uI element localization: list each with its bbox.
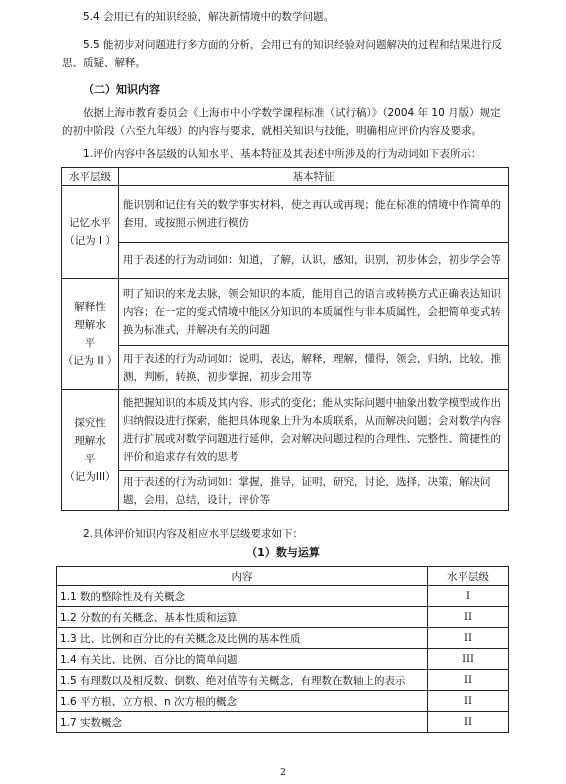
- content-cell: 1.3 比、比例和百分比的有关概念及比例的基本性质: [57, 628, 428, 649]
- section-heading: （二）知识内容: [83, 83, 160, 96]
- content-cell: 1.2 分数的有关概念、基本性质和运算: [57, 607, 428, 628]
- table-row: [57, 670, 509, 691]
- objective-5-4: 5.4 会用已有的知识经验，解决新情境中的数学问题。: [83, 11, 335, 23]
- level-cell: II: [428, 628, 509, 649]
- level-note: （记为 II ）: [62, 355, 118, 367]
- level-cell: III: [428, 649, 509, 670]
- cognitive-level-table: [61, 167, 509, 511]
- level-name: 记忆水平: [69, 217, 111, 229]
- table-header-row: [57, 567, 509, 586]
- column-header-content: 内容: [57, 567, 428, 586]
- level-cell: II: [428, 691, 509, 712]
- column-header-feature: 基本特征: [119, 168, 509, 186]
- content-cell: 1.4 有关比、比例、百分比的简单问题: [57, 649, 428, 670]
- level-cell: I: [428, 586, 509, 607]
- table-row: [62, 186, 509, 243]
- content-cell: 1.5 有理数以及相反数、倒数、绝对值等有关概念，有理数在数轴上的表示: [57, 670, 428, 691]
- level-name: 解释性理解水平: [74, 301, 106, 349]
- table-header-row: [62, 168, 509, 186]
- content-cell: 1.1 数的整除性及有关概念: [57, 586, 428, 607]
- table-row: [57, 691, 509, 712]
- column-header-level: 水平层级: [428, 567, 509, 586]
- table-row: [62, 279, 509, 346]
- page-number: 2: [280, 768, 286, 778]
- column-header-level: 水平层级: [62, 168, 119, 186]
- verbs-cell: 用于表述的行为动词如：知道，了解，认识，感知，识别，初步体会，初步学会等: [119, 242, 509, 278]
- level-cell: II: [428, 607, 509, 628]
- level-note: （记为 I ）: [64, 235, 116, 247]
- content-cell: 1.6 平方根、立方根、n 次方根的概念: [57, 691, 428, 712]
- level-cell: [62, 279, 119, 390]
- intro-paragraph: 依据上海市教育委员会《上海市中小学数学课程标准（试行稿）》（2004 年 10 月版）规定的初中阶段（六至九年级）的内容与要求，就相关知识与技能，明确相应评价内容及要求。: [62, 107, 501, 137]
- verbs-cell: 用于表述的行为动词如：说明，表达，解释，理解，懂得，领会，归纳，比较，推测，判断，转换，初步掌握，初步会用等: [119, 346, 509, 390]
- table-row: [57, 712, 509, 733]
- feature-cell: 能把握知识的本质及其内容、形式的变化；能从实际问题中抽象出数学模型或作出归纳假设进行探索，能把具体现象上升为本质联系，从而解决问题；会对数学内容进行扩展或对数学问题进行延伸，会对解决问题过程的合理性、完整性、简捷性的评价和追求存有效的思考: [119, 390, 509, 471]
- table-row: [57, 649, 509, 670]
- feature-cell: 能识别和记住有关的数学事实材料，使之再认或再现；能在标准的情境中作简单的套用，或按照示例进行模仿: [119, 186, 509, 243]
- level-cell: [62, 186, 119, 279]
- level-name: 探究性理解水平: [74, 417, 106, 465]
- number-operation-table: [56, 566, 509, 733]
- table-row: [57, 607, 509, 628]
- table-row: [62, 346, 509, 390]
- level-cell: [62, 390, 119, 511]
- level-cell: II: [428, 712, 509, 733]
- item1-heading: 1.评价内容中各层级的认知水平、基本特征及其表述中所涉及的行为动词如下表所示：: [83, 148, 482, 160]
- feature-cell: 明了知识的来龙去脉，领会知识的本质，能用自己的语言或转换方式正确表达知识内容；在一定的变式情境中能区分知识的本质属性与非本质属性，会把简单变式转换为标准式，并解决有关的问题: [119, 279, 509, 346]
- table-row: [57, 586, 509, 607]
- table-row: [62, 471, 509, 511]
- objective-5-5: 5.5 能初步对问题进行多方面的分析，会用已有的知识经验对问题解决的过程和结果进行反思、质疑、解释。: [62, 39, 503, 69]
- table-row: [62, 242, 509, 278]
- item2-heading: 2.具体评价知识内容及相应水平层级要求如下：: [83, 528, 304, 540]
- table-row: [62, 390, 509, 471]
- verbs-cell: 用于表述的行为动词如：掌握，推导，证明，研究，讨论，选择，决策，解决问题，会用，总结，设计，评价等: [119, 471, 509, 511]
- level-note: （记为III）: [64, 471, 116, 483]
- table2-caption: （1）数与运算: [246, 546, 320, 559]
- table-row: [57, 628, 509, 649]
- content-cell: 1.7 实数概念: [57, 712, 428, 733]
- level-cell: II: [428, 670, 509, 691]
